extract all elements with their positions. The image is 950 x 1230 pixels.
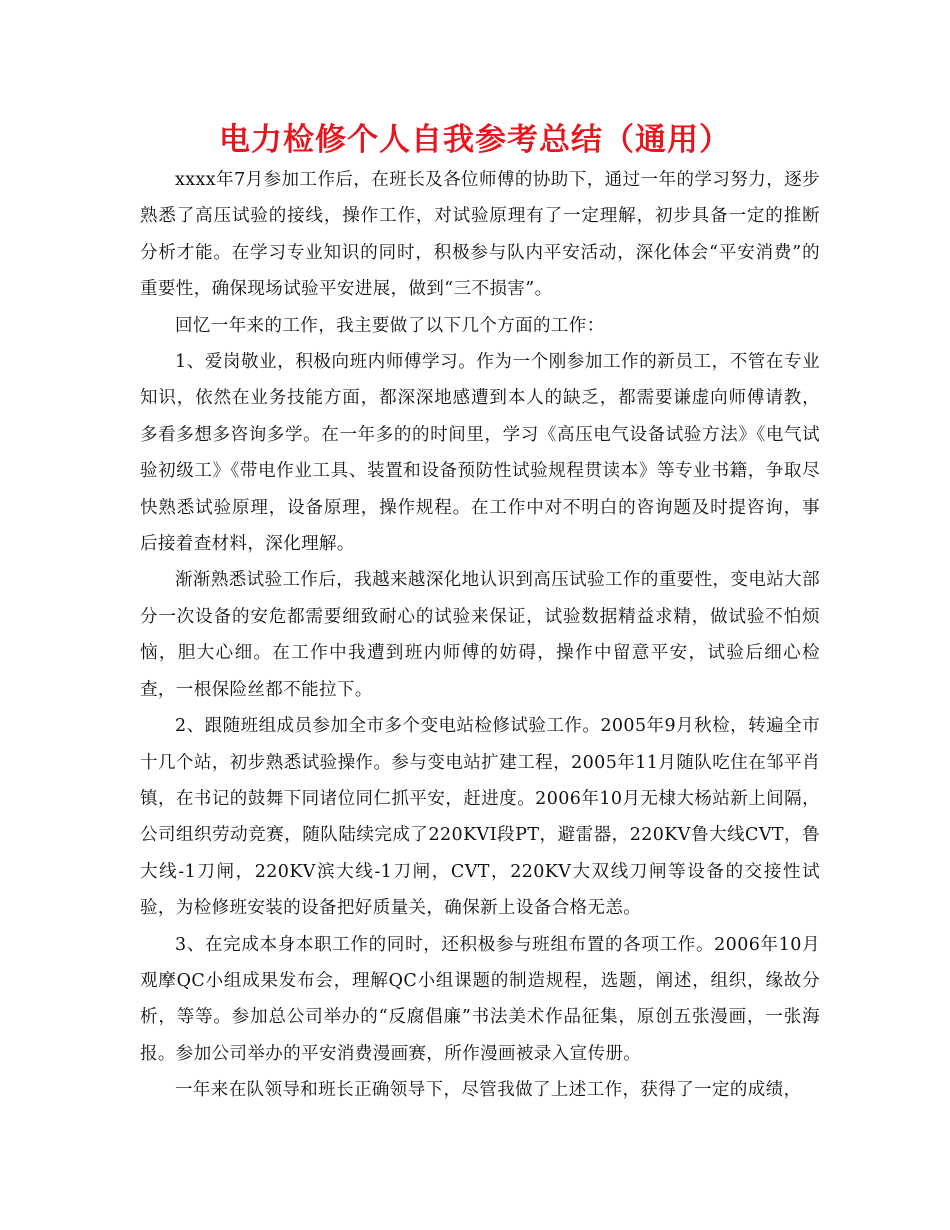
paragraph-item-1-continued: 渐渐熟悉试验工作后，我越来越深化地认识到高压试验工作的重要性，变电站大部分一次设备的安危都需要细致耐心的试验来保证，试验数据精益求精，做试验不怕烦恼，胆大心细。在工作中我遭到班内师傅的妨碍，操作中留意平安，试验后细心检查，一根保险丝都不能拉下。	[140, 570, 820, 700]
paragraph-item-2: 2、跟随班组成员参加全市多个变电站检修试验工作。2005年9月秋检，转遍全市十几个站，初步熟悉试验操作。参与变电站扩建工程，2005年11月随队吃住在邹平肖镇，在书记的鼓舞下同诸位同仁抓平安，赶进度。2006年10月无棣大杨站新上间隔，公司组织劳动竞赛，随队陆续完成了220KVⅠ段PT，避雷器，220KV鲁大线CVT，鲁大线-1刀闸，220KV滨大线-1刀闸，CVT，220KV大双线刀闸等设备的交接性试验，为检修班安装的设备把好质量关，确保新上设备合格无恙。	[140, 716, 820, 919]
paragraph-closing: 一年来在队领导和班长正确领导下，尽管我做了上述工作，获得了一定的成绩，	[175, 1080, 802, 1101]
paragraph-item-1: 1、爱岗敬业，积极向班内师傅学习。作为一个刚参加工作的新员工，不管在专业知识，依然在业务技能方面，都深深地感遭到本人的缺乏，都需要谦虚向师傅请教，多看多想多咨询多学。在一年多的的时间里，学习《高压电气设备试验方法》《电气试验初级工》《带电作业工具、装置和设备预防性试验规程贯读本》等专业书籍，争取尽快熟悉试验原理，设备原理，操作规程。在工作中对不明白的咨询题及时提咨询，事后接着查材料，深化理解。	[140, 352, 820, 555]
document-body	[140, 162, 820, 1109]
document-title: 电力检修个人自我参考总结（通用）	[219, 122, 731, 158]
paragraph-review: 回忆一年来的工作，我主要做了以下几个方面的工作：	[175, 315, 605, 336]
paragraph-intro: xxxx年7月参加工作后，在班长及各位师傅的协助下，通过一年的学习努力，逐步熟悉了高压试验的接线，操作工作，对试验原理有了一定理解，初步具备一定的推断分析才能。在学习专业知识的同时，积极参与队内平安活动，深化体会“平安消费”的重要性，确保现场试验平安进展，做到“三不损害”。	[140, 170, 820, 300]
paragraph-item-3: 3、在完成本身本职工作的同时，还积极参与班组布置的各项工作。2006年10月观摩QC小组成果发布会，理解QC小组课题的制造规程，选题，阐述，组织，缘故分析，等等。参加总公司举办的“反腐倡廉”书法美术作品征集，原创五张漫画，一张海报。参加公司举办的平安消费漫画赛，所作漫画被录入宣传册。	[140, 934, 820, 1064]
